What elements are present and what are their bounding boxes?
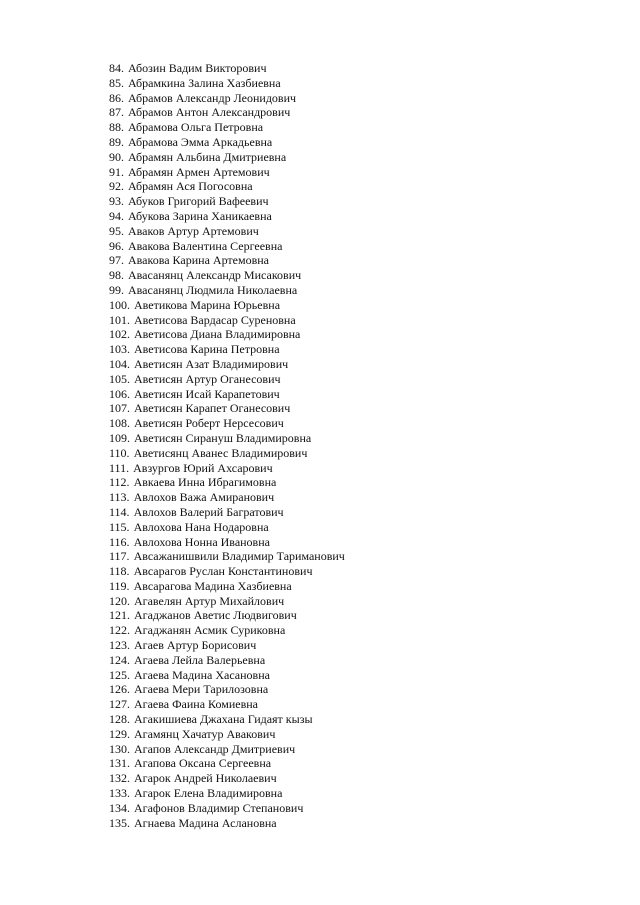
entry-name: Агафонов Владимир Степанович	[134, 800, 304, 815]
list-item	[109, 268, 345, 283]
entry-number: 135.	[109, 815, 130, 830]
list-item	[109, 638, 345, 653]
entry-number: 91.	[109, 164, 124, 179]
entry-number: 132.	[109, 771, 130, 786]
entry-name: Авасанянц Александр Мисакович	[128, 268, 302, 283]
entry-name: Абрамян Альбина Дмитриевна	[128, 149, 287, 164]
entry-number: 108.	[109, 416, 130, 431]
entry-name: Авакова Валентина Сергеевна	[128, 238, 283, 253]
entry-name: Авзургов Юрий Ахсарович	[133, 460, 273, 475]
list-item	[109, 372, 345, 387]
list-item	[109, 327, 345, 342]
entry-name: Агаева Мадина Хасановна	[134, 667, 270, 682]
entry-name: Аваков Артур Артемович	[128, 223, 259, 238]
list-item	[109, 194, 345, 209]
entry-number: 90.	[109, 149, 124, 164]
entry-name: Агапов Александр Дмитриевич	[134, 741, 296, 756]
entry-number: 84.	[109, 61, 124, 75]
entry-number: 102.	[109, 327, 130, 342]
entry-name: Агарок Андрей Николаевич	[134, 771, 277, 786]
entry-number: 121.	[109, 608, 130, 623]
entry-name: Абозин Вадим Викторович	[128, 61, 267, 75]
list-item	[109, 239, 345, 254]
list-item	[109, 564, 345, 579]
entry-number: 103.	[109, 342, 130, 357]
list-item	[109, 76, 345, 91]
entry-number: 134.	[109, 800, 130, 815]
entry-name: Аветисова Карина Петровна	[134, 342, 280, 357]
list-item	[109, 697, 345, 712]
entry-number: 104.	[109, 356, 130, 371]
list-item	[109, 165, 345, 180]
entry-number: 117.	[109, 549, 130, 564]
list-item	[109, 535, 345, 550]
list-item	[109, 623, 345, 638]
entry-name: Аветисян Роберт Нерсесович	[134, 416, 284, 431]
list-item	[109, 682, 345, 697]
entry-number: 116.	[109, 534, 130, 549]
list-item	[109, 742, 345, 757]
entry-number: 107.	[109, 401, 130, 416]
entry-number: 126.	[109, 682, 130, 697]
entry-name: Агамянц Хачатур Авакович	[134, 726, 276, 741]
list-item	[109, 712, 345, 727]
entry-number: 119.	[109, 578, 130, 593]
entry-name: Авакова Карина Артемовна	[128, 253, 269, 268]
list-item	[109, 653, 345, 668]
list-item	[109, 771, 345, 786]
entry-number: 133.	[109, 786, 130, 801]
entry-name: Агаджанов Аветис Людвигович	[134, 608, 297, 623]
entry-number: 95.	[109, 223, 124, 238]
list-item	[109, 150, 345, 165]
entry-name: Аветисова Вардасар Суреновна	[134, 312, 296, 327]
entry-number: 115.	[109, 519, 130, 534]
list-item	[109, 224, 345, 239]
entry-number: 97.	[109, 253, 124, 268]
entry-name: Абрамова Эмма Аркадьевна	[128, 134, 273, 149]
entry-name: Авлохова Нонна Ивановна	[133, 534, 270, 549]
list-item	[109, 357, 345, 372]
list-item	[109, 727, 345, 742]
entry-name: Аветисян Азат Владимирович	[134, 356, 289, 371]
list-item	[109, 520, 345, 535]
entry-name: Агаева Мери Тарилозовна	[134, 682, 269, 697]
list-item	[109, 756, 345, 771]
entry-name: Аветисян Карапет Оганесович	[134, 401, 291, 416]
entry-number: 98.	[109, 268, 124, 283]
entry-name: Агарок Елена Владимировна	[134, 786, 283, 801]
list-item	[109, 61, 345, 76]
entry-name: Абукова Зарина Ханикаевна	[128, 208, 272, 223]
entry-number: 89.	[109, 134, 124, 149]
entry-name: Авасанянц Людмила Николаевна	[128, 282, 298, 297]
list-item	[109, 816, 345, 831]
entry-name: Аветисян Исай Карапетович	[134, 386, 280, 401]
list-item	[109, 387, 345, 402]
list-item	[109, 253, 345, 268]
entry-number: 94.	[109, 208, 124, 223]
entry-number: 110.	[109, 445, 130, 460]
list-item	[109, 505, 345, 520]
entry-number: 128.	[109, 712, 130, 727]
entry-name: Абрамов Антон Александрович	[128, 105, 291, 120]
entry-number: 111.	[109, 460, 130, 475]
list-item	[109, 594, 345, 609]
list-item	[109, 91, 345, 106]
entry-name: Авкаева Инна Ибрагимовна	[133, 475, 277, 490]
entry-name: Авлохов Важа Амиранович	[133, 490, 275, 505]
entry-number: 113.	[109, 490, 130, 505]
entry-number: 125.	[109, 667, 130, 682]
entry-name: Абрамова Ольга Петровна	[128, 120, 264, 135]
entry-name: Абрамян Армен Артемович	[128, 164, 270, 179]
entry-name: Аветисянц Аванес Владимирович	[133, 445, 308, 460]
entry-name: Абуков Григорий Вафеевич	[128, 194, 269, 209]
entry-name: Аветисян Артур Оганесович	[134, 371, 281, 386]
list-item	[109, 608, 345, 623]
entry-number: 88.	[109, 120, 124, 135]
entry-number: 122.	[109, 623, 130, 638]
list-item	[109, 283, 345, 298]
entry-name: Аветикова Марина Юрьевна	[134, 297, 281, 312]
entry-number: 92.	[109, 179, 124, 194]
list-item	[109, 446, 345, 461]
list-item	[109, 313, 345, 328]
list-item	[109, 579, 345, 594]
entry-number: 87.	[109, 105, 124, 120]
entry-name: Авлохова Нана Нодаровна	[133, 519, 269, 534]
list-item	[109, 105, 345, 120]
list-item	[109, 135, 345, 150]
list-item	[109, 475, 345, 490]
entry-number: 123.	[109, 638, 130, 653]
list-item	[109, 179, 345, 194]
entry-name: Агаева Фаина Комиевна	[134, 697, 258, 712]
entry-name: Авсарагова Мадина Хазбиевна	[133, 578, 292, 593]
entry-name: Абрамкина Залина Хазбиевна	[128, 75, 281, 90]
list-item	[109, 120, 345, 135]
list-item	[109, 298, 345, 313]
entry-number: 129.	[109, 726, 130, 741]
entry-number: 109.	[109, 430, 130, 445]
entry-number: 120.	[109, 593, 130, 608]
list-item	[109, 490, 345, 505]
entry-name: Аветисян Сирануш Владимировна	[134, 430, 312, 445]
list-item	[109, 801, 345, 816]
entry-name: Авлохов Валерий Багратович	[133, 504, 284, 519]
list-item	[109, 431, 345, 446]
entry-name: Авсажанишвили Владимир Тариманович	[133, 549, 345, 564]
entry-number: 86.	[109, 90, 124, 105]
entry-number: 96.	[109, 238, 124, 253]
list-item	[109, 209, 345, 224]
entry-number: 105.	[109, 371, 130, 386]
entry-number: 127.	[109, 697, 130, 712]
list-item	[109, 342, 345, 357]
entry-number: 85.	[109, 75, 124, 90]
entry-name: Агаева Лейла Валерьевна	[134, 652, 266, 667]
entry-number: 124.	[109, 652, 130, 667]
entry-name: Агавелян Артур Михайлович	[134, 593, 285, 608]
entry-number: 114.	[109, 504, 130, 519]
entry-number: 131.	[109, 756, 130, 771]
entry-name: Аветисова Диана Владимировна	[134, 327, 301, 342]
entry-number: 130.	[109, 741, 130, 756]
entry-name: Абрамов Александр Леонидович	[128, 90, 297, 105]
entry-number: 106.	[109, 386, 130, 401]
entry-number: 101.	[109, 312, 130, 327]
entry-name: Агапова Оксана Сергеевна	[134, 756, 272, 771]
list-item	[109, 549, 345, 564]
list-item	[109, 786, 345, 801]
list-item	[109, 461, 345, 476]
entry-number: 100.	[109, 297, 130, 312]
list-item	[109, 668, 345, 683]
entry-number: 93.	[109, 194, 124, 209]
name-list	[109, 61, 345, 830]
list-item	[109, 401, 345, 416]
entry-number: 118.	[109, 564, 130, 579]
entry-number: 112.	[109, 475, 130, 490]
entry-name: Абрамян Ася Погосовна	[128, 179, 253, 194]
entry-number: 99.	[109, 282, 124, 297]
list-item	[109, 416, 345, 431]
entry-name: Агаджанян Асмик Суриковна	[134, 623, 286, 638]
entry-name: Агнаева Мадина Аслановна	[134, 815, 277, 830]
entry-name: Авсарагов Руслан Константинович	[133, 564, 313, 579]
entry-name: Агакишиева Джахана Гидаят кызы	[134, 712, 313, 727]
entry-name: Агаев Артур Борисович	[134, 638, 257, 653]
